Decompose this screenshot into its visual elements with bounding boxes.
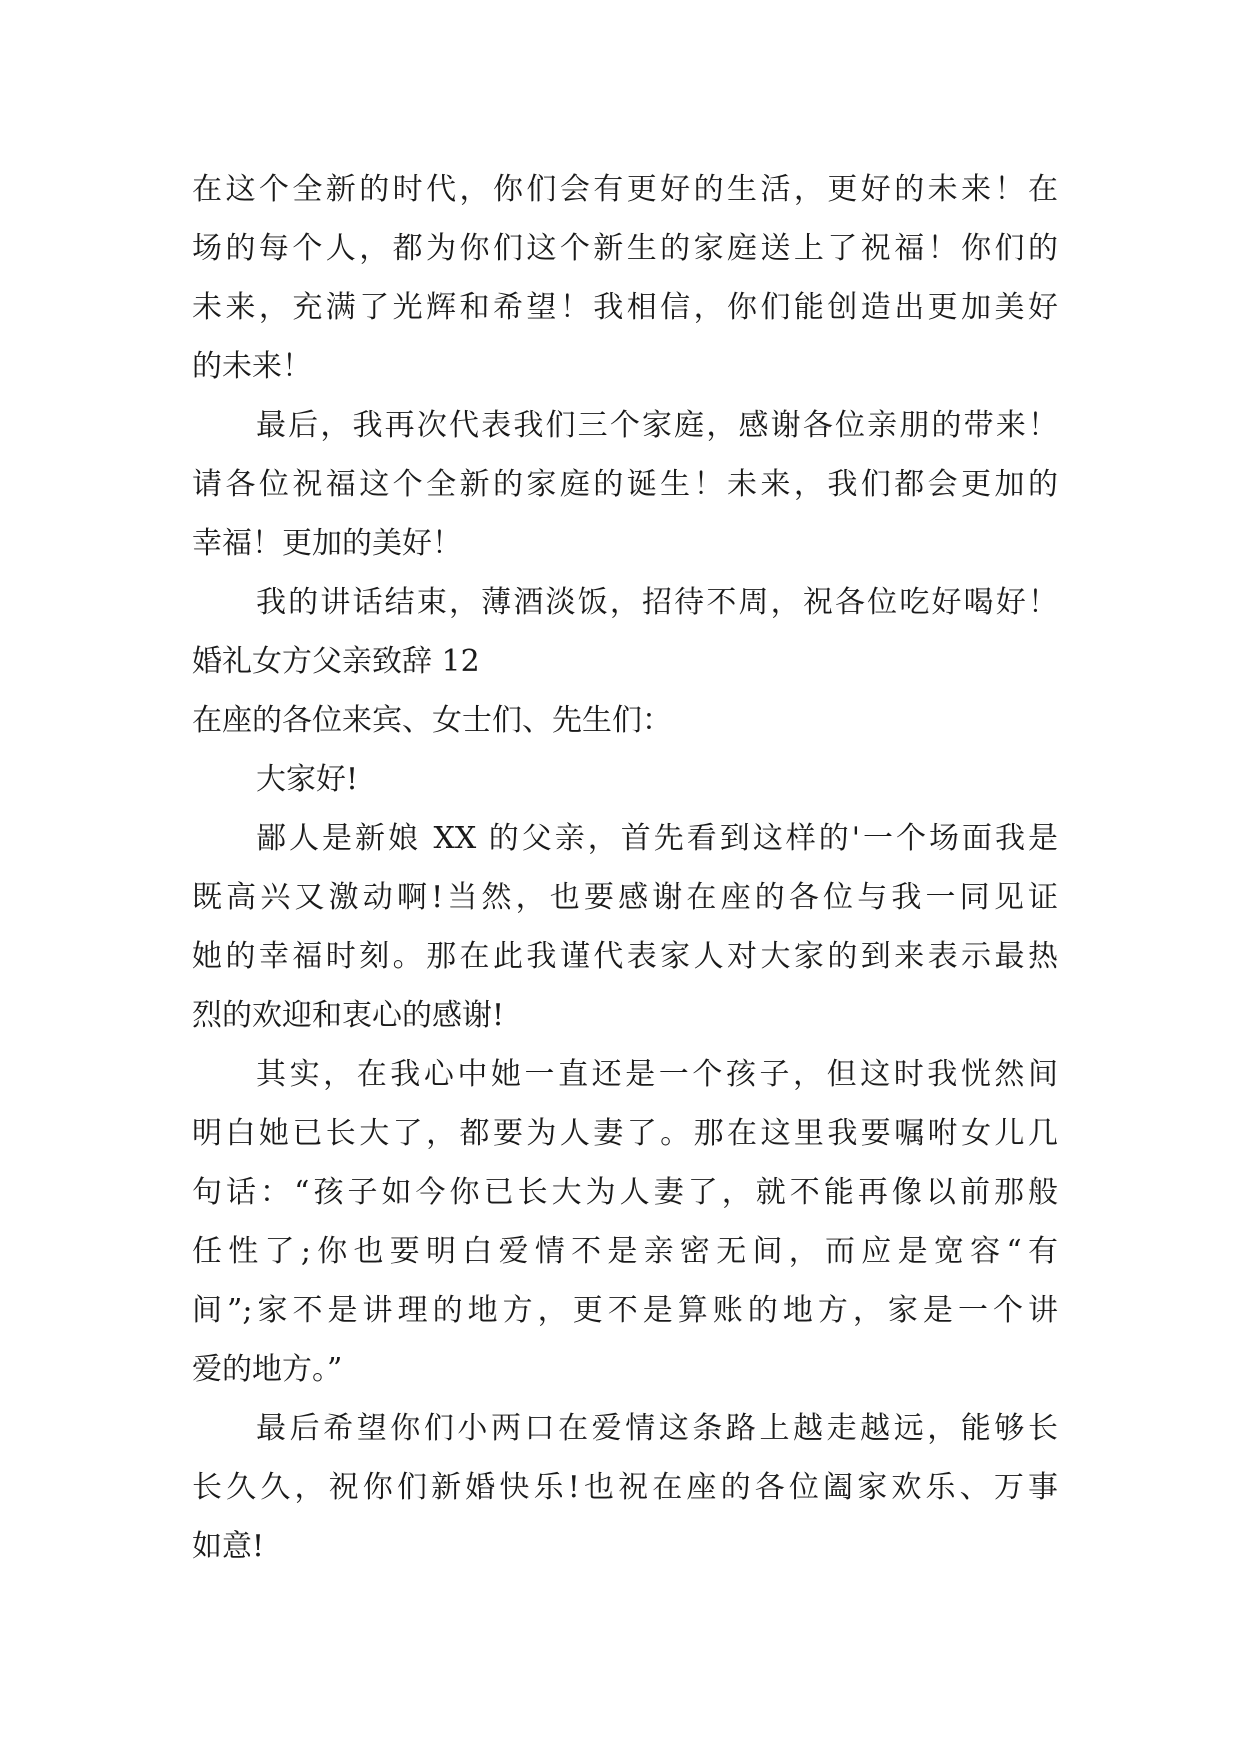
text-line: 在这个全新的时代，你们会有更好的生活，更好的未来！在: [192, 172, 1058, 207]
text-line: 爱的地方。”: [192, 1352, 343, 1387]
text-line: 最后希望你们小两口在爱情这条路上越走越远，能够长: [256, 1411, 1058, 1446]
text-line: 明白她已长大了，都要为人妻了。那在这里我要嘱咐女儿几: [192, 1116, 1058, 1151]
text-line: 她的幸福时刻。那在此我谨代表家人对大家的到来表示最热: [192, 939, 1058, 974]
salutation-line: 在座的各位来宾、女士们、先生们：: [192, 703, 672, 738]
text-line: 任性了;你也要明白爱情不是亲密无间，而应是宽容“有: [192, 1234, 1058, 1269]
text-line: 如意!: [192, 1529, 265, 1564]
text-line: 我的讲话结束，薄酒淡饭，招待不周，祝各位吃好喝好！: [256, 585, 1058, 620]
text-line: 间”;家不是讲理的地方，更不是算账的地方，家是一个讲: [192, 1293, 1058, 1328]
document-page: [192, 160, 1058, 1576]
text-line: 未来，充满了光辉和希望！我相信，你们能创造出更加美好: [192, 290, 1058, 325]
text-line: 长久久，祝你们新婚快乐!也祝在座的各位阖家欢乐、万事: [192, 1470, 1058, 1505]
text-line: 烈的欢迎和衷心的感谢!: [192, 998, 505, 1033]
text-line: 幸福！更加的美好！: [192, 526, 462, 561]
text-line: 鄙人是新娘 XX 的父亲，首先看到这样的'一个场面我是: [256, 821, 1058, 856]
section-heading: 婚礼女方父亲致辞 12: [192, 644, 480, 679]
greeting-line: 大家好!: [256, 762, 359, 797]
text-line: 句话：“孩子如今你已长大为人妻了，就不能再像以前那般: [192, 1175, 1058, 1210]
text-line: 既高兴又激动啊!当然，也要感谢在座的各位与我一同见证: [192, 880, 1058, 915]
text-line: 请各位祝福这个全新的家庭的诞生！未来，我们都会更加的: [192, 467, 1058, 502]
text-line: 的未来！: [192, 349, 312, 384]
text-line: 最后，我再次代表我们三个家庭，感谢各位亲朋的带来！: [256, 408, 1058, 443]
text-line: 场的每个人，都为你们这个新生的家庭送上了祝福！你们的: [192, 231, 1058, 266]
text-line: 其实，在我心中她一直还是一个孩子，但这时我恍然间: [256, 1057, 1058, 1092]
